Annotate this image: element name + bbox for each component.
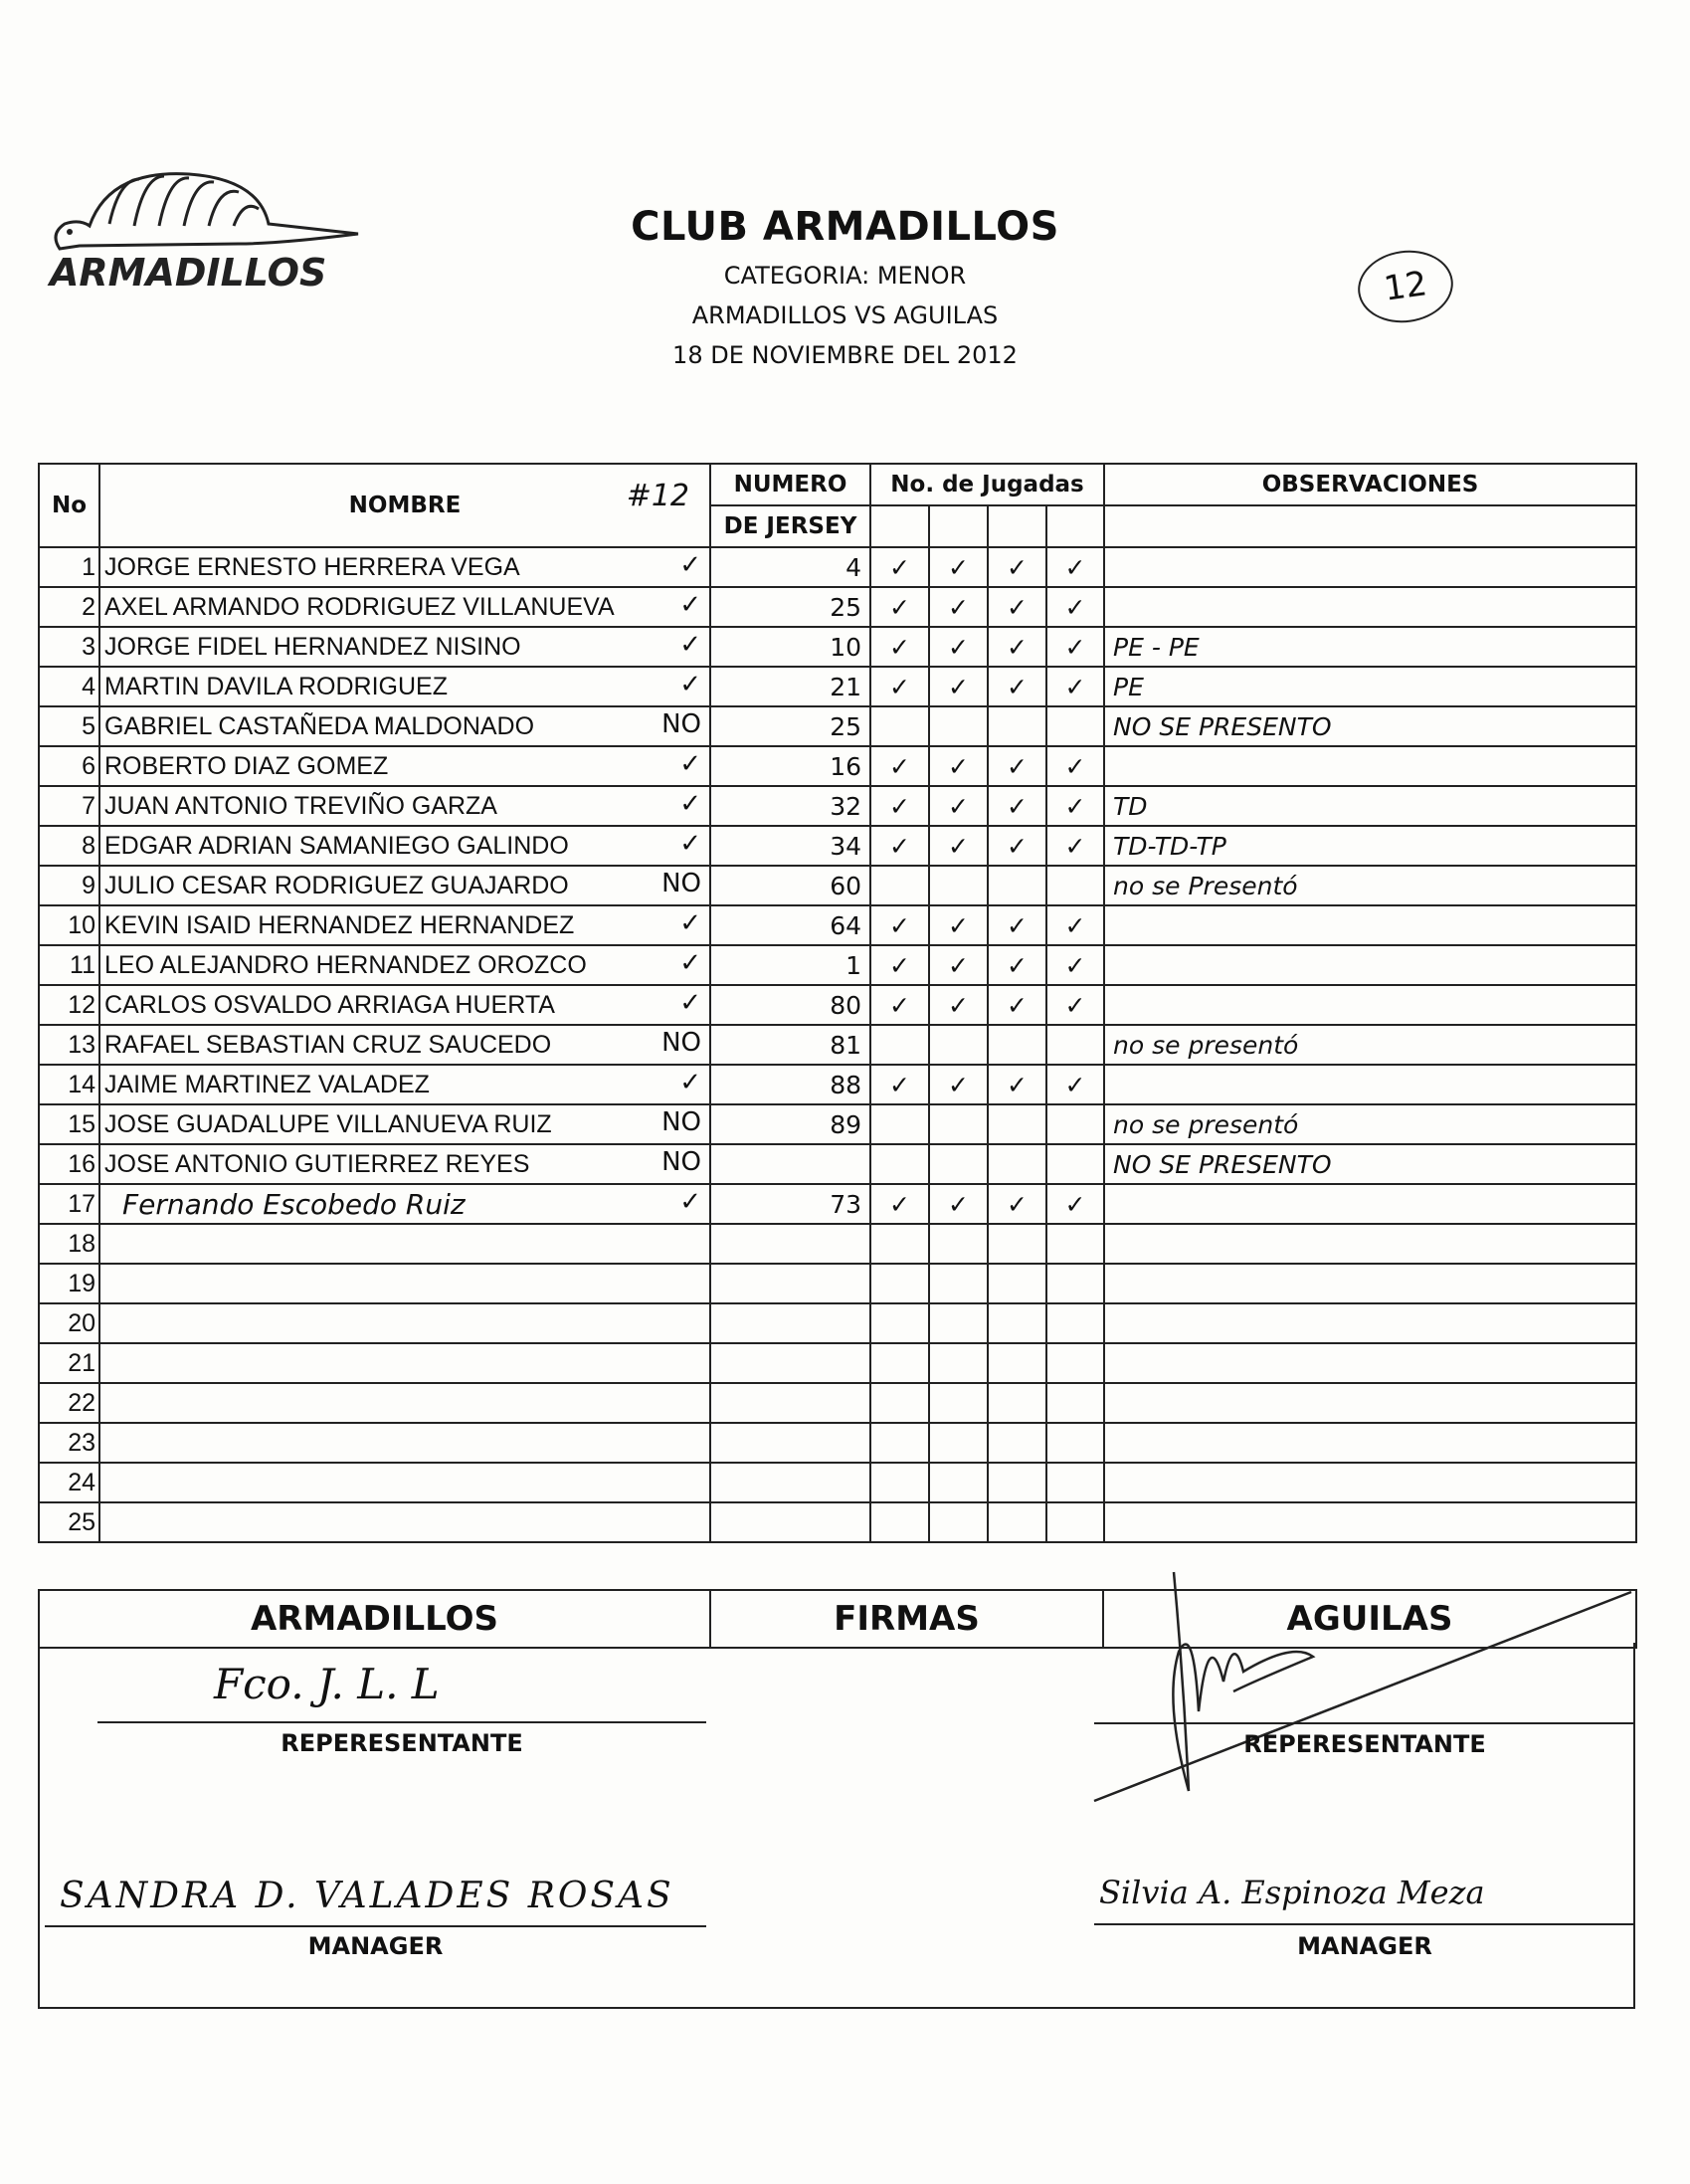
table-row — [39, 826, 1636, 866]
play-check: ✓ — [870, 587, 929, 627]
play-check — [870, 866, 929, 905]
play-check — [870, 1423, 929, 1463]
table-row — [39, 1144, 1636, 1184]
play-check — [929, 1224, 988, 1264]
play-check: ✓ — [988, 905, 1046, 945]
observation: NO SE PRESENTO — [1104, 1144, 1636, 1184]
observation: PE - PE — [1104, 627, 1636, 667]
play-check — [929, 1264, 988, 1303]
play-check — [1046, 1264, 1104, 1303]
play-check — [1046, 1224, 1104, 1264]
play-check: ✓ — [988, 786, 1046, 826]
player-name — [99, 1264, 710, 1303]
play-check — [870, 1502, 929, 1542]
player-name-text: JOSE ANTONIO GUTIERREZ REYES — [104, 1149, 530, 1178]
play-check — [870, 1025, 929, 1065]
row-number: 15 — [39, 1104, 99, 1144]
play-check — [1046, 1463, 1104, 1502]
observation: TD — [1104, 786, 1636, 826]
player-name-text: JORGE ERNESTO HERRERA VEGA — [104, 552, 520, 581]
play-check — [1046, 706, 1104, 746]
play-check: ✓ — [988, 587, 1046, 627]
jersey-number: 16 — [710, 746, 870, 786]
play-check: ✓ — [988, 547, 1046, 587]
header-jersey-top: NUMERO — [710, 464, 870, 505]
left-rep-label: REPERESENTANTE — [281, 1729, 523, 1757]
row-number: 14 — [39, 1065, 99, 1104]
play-check: ✓ — [988, 1184, 1046, 1224]
jersey-number — [710, 1383, 870, 1423]
player-name-text: LEO ALEJANDRO HERNANDEZ OROZCO — [104, 950, 587, 979]
attendance-mark: NO — [661, 1147, 701, 1177]
player-name — [99, 826, 710, 866]
jersey-number: 89 — [710, 1104, 870, 1144]
left-rep-signature: Fco. J. L. L — [214, 1660, 440, 1708]
observation — [1104, 1065, 1636, 1104]
play-check: ✓ — [929, 547, 988, 587]
observation: NO SE PRESENTO — [1104, 706, 1636, 746]
player-name-text: CARLOS OSVALDO ARRIAGA HUERTA — [104, 990, 555, 1019]
play-check: ✓ — [1046, 985, 1104, 1025]
roster-table — [38, 463, 1637, 1543]
row-number: 20 — [39, 1303, 99, 1343]
table-row — [39, 1383, 1636, 1423]
header-observations: OBSERVACIONES — [1104, 464, 1636, 505]
date-line: 18 DE NOVIEMBRE DEL 2012 — [672, 341, 1018, 369]
play-check: ✓ — [929, 1065, 988, 1104]
roster-body — [39, 547, 1636, 1542]
play-check: ✓ — [870, 985, 929, 1025]
observation: no se presentó — [1104, 1025, 1636, 1065]
right-rep-line — [1094, 1722, 1635, 1724]
jersey-number: 81 — [710, 1025, 870, 1065]
table-row — [39, 905, 1636, 945]
play-check — [929, 1343, 988, 1383]
play-check — [988, 1423, 1046, 1463]
jersey-number — [710, 1423, 870, 1463]
header-plays-2 — [929, 505, 988, 547]
play-check: ✓ — [988, 746, 1046, 786]
jersey-number — [710, 1144, 870, 1184]
player-name — [99, 945, 710, 985]
player-name — [99, 746, 710, 786]
play-check: ✓ — [929, 985, 988, 1025]
row-number: 21 — [39, 1343, 99, 1383]
play-check: ✓ — [1046, 1184, 1104, 1224]
play-check — [929, 1502, 988, 1542]
row-number: 19 — [39, 1264, 99, 1303]
play-check — [929, 1463, 988, 1502]
row-number: 17 — [39, 1184, 99, 1224]
play-check: ✓ — [1046, 547, 1104, 587]
observation — [1104, 1184, 1636, 1224]
attendance-mark: ✓ — [679, 948, 701, 978]
right-rep-signature — [1074, 1562, 1651, 1831]
jersey-number: 73 — [710, 1184, 870, 1224]
header-plays: No. de Jugadas — [870, 464, 1104, 505]
play-check: ✓ — [988, 627, 1046, 667]
jersey-number: 1 — [710, 945, 870, 985]
play-check — [1046, 1104, 1104, 1144]
player-name — [99, 1224, 710, 1264]
play-check — [929, 1104, 988, 1144]
player-name — [99, 866, 710, 905]
play-check — [1046, 1343, 1104, 1383]
table-row — [39, 627, 1636, 667]
player-name — [99, 1065, 710, 1104]
attendance-mark: ✓ — [679, 670, 701, 699]
play-check — [870, 1383, 929, 1423]
player-name-text: JORGE FIDEL HERNANDEZ NISINO — [104, 632, 521, 661]
table-row — [39, 786, 1636, 826]
player-name-text: AXEL ARMANDO RODRIGUEZ VILLANUEVA — [104, 592, 615, 621]
play-check: ✓ — [929, 786, 988, 826]
play-check: ✓ — [988, 985, 1046, 1025]
observation — [1104, 1343, 1636, 1383]
observation — [1104, 1463, 1636, 1502]
club-title: CLUB ARMADILLOS — [631, 204, 1059, 250]
play-check — [988, 1144, 1046, 1184]
player-name — [99, 667, 710, 706]
play-check: ✓ — [988, 667, 1046, 706]
play-check — [929, 1144, 988, 1184]
player-name-text: KEVIN ISAID HERNANDEZ HERNANDEZ — [104, 910, 575, 939]
row-number: 16 — [39, 1144, 99, 1184]
table-row — [39, 1303, 1636, 1343]
attendance-mark: NO — [661, 869, 701, 898]
player-name — [99, 1144, 710, 1184]
row-number: 22 — [39, 1383, 99, 1423]
play-check — [929, 706, 988, 746]
play-check: ✓ — [1046, 786, 1104, 826]
table-row — [39, 1423, 1636, 1463]
header-name-label: NOMBRE — [348, 493, 462, 518]
observation: TD-TD-TP — [1104, 826, 1636, 866]
observation — [1104, 1502, 1636, 1542]
play-check: ✓ — [870, 905, 929, 945]
signature-header-left: ARMADILLOS — [39, 1590, 710, 1648]
play-check — [988, 1383, 1046, 1423]
play-check — [870, 1343, 929, 1383]
attendance-mark: NO — [661, 1107, 701, 1137]
player-name — [99, 1184, 710, 1224]
play-check: ✓ — [929, 826, 988, 866]
attendance-mark: ✓ — [679, 789, 701, 819]
play-check — [870, 1224, 929, 1264]
table-row — [39, 1104, 1636, 1144]
player-name-text: JULIO CESAR RODRIGUEZ GUAJARDO — [104, 871, 569, 899]
observation — [1104, 945, 1636, 985]
jersey-number: 25 — [710, 587, 870, 627]
player-name-text: EDGAR ADRIAN SAMANIEGO GALINDO — [104, 831, 569, 860]
header-jersey-bottom: DE JERSEY — [710, 505, 870, 547]
jersey-number — [710, 1303, 870, 1343]
play-check — [870, 1463, 929, 1502]
play-check: ✓ — [870, 1184, 929, 1224]
play-check — [1046, 1303, 1104, 1343]
player-name-text: MARTIN DAVILA RODRIGUEZ — [104, 672, 448, 700]
play-check — [1046, 1383, 1104, 1423]
player-name — [99, 1303, 710, 1343]
observation — [1104, 587, 1636, 627]
player-name-text: JAIME MARTINEZ VALADEZ — [104, 1070, 430, 1098]
player-name — [99, 1383, 710, 1423]
play-check: ✓ — [988, 1065, 1046, 1104]
play-check — [929, 1383, 988, 1423]
table-row — [39, 547, 1636, 587]
play-check — [870, 1144, 929, 1184]
row-number: 18 — [39, 1224, 99, 1264]
row-number: 1 — [39, 547, 99, 587]
play-check: ✓ — [929, 627, 988, 667]
attendance-mark: NO — [661, 1028, 701, 1058]
play-check — [929, 1423, 988, 1463]
right-manager-signature: Silvia A. Espinoza Meza — [1099, 1874, 1485, 1911]
jersey-number: 10 — [710, 627, 870, 667]
player-name — [99, 1423, 710, 1463]
play-check: ✓ — [1046, 945, 1104, 985]
play-check — [929, 1303, 988, 1343]
player-name — [99, 587, 710, 627]
row-number: 2 — [39, 587, 99, 627]
play-check — [1046, 1423, 1104, 1463]
jersey-number: 21 — [710, 667, 870, 706]
header-plays-4 — [1046, 505, 1104, 547]
jersey-number: 32 — [710, 786, 870, 826]
table-row — [39, 706, 1636, 746]
player-name — [99, 706, 710, 746]
table-row — [39, 1025, 1636, 1065]
jersey-number — [710, 1343, 870, 1383]
player-name — [99, 1502, 710, 1542]
play-check: ✓ — [870, 945, 929, 985]
play-check — [988, 1264, 1046, 1303]
play-check: ✓ — [1046, 627, 1104, 667]
player-name-text: JUAN ANTONIO TREVIÑO GARZA — [104, 791, 497, 820]
row-number: 23 — [39, 1423, 99, 1463]
play-check — [1046, 1502, 1104, 1542]
jersey-number: 80 — [710, 985, 870, 1025]
player-name-text: GABRIEL CASTAÑEDA MALDONADO — [104, 711, 535, 740]
play-check — [1046, 1144, 1104, 1184]
play-check: ✓ — [929, 667, 988, 706]
row-number: 11 — [39, 945, 99, 985]
signature-header-right: AGUILAS — [1103, 1590, 1636, 1648]
attendance-mark: ✓ — [679, 1068, 701, 1097]
observation — [1104, 547, 1636, 587]
header-name — [99, 464, 710, 547]
play-check — [988, 866, 1046, 905]
circled-number: 12 — [1353, 245, 1457, 329]
matchup-line: ARMADILLOS VS AGUILAS — [691, 301, 999, 329]
player-name — [99, 1104, 710, 1144]
jersey-number — [710, 1264, 870, 1303]
attendance-mark: ✓ — [679, 1187, 701, 1217]
row-number: 25 — [39, 1502, 99, 1542]
row-number: 4 — [39, 667, 99, 706]
play-check: ✓ — [929, 1184, 988, 1224]
play-check — [988, 1502, 1046, 1542]
observation — [1104, 985, 1636, 1025]
play-check: ✓ — [870, 667, 929, 706]
signature-header-center: FIRMAS — [710, 1590, 1103, 1648]
jersey-number: 25 — [710, 706, 870, 746]
player-name — [99, 1463, 710, 1502]
player-name-text: JOSE GUADALUPE VILLANUEVA RUIZ — [104, 1109, 552, 1138]
play-check — [988, 1025, 1046, 1065]
row-number: 9 — [39, 866, 99, 905]
table-row — [39, 1264, 1636, 1303]
right-manager-line — [1094, 1923, 1635, 1925]
header-name-note: #12 — [626, 479, 689, 513]
play-check: ✓ — [870, 1065, 929, 1104]
category-line: CATEGORIA: MENOR — [723, 262, 967, 290]
play-check — [988, 1303, 1046, 1343]
table-row — [39, 866, 1636, 905]
observation: no se presentó — [1104, 1104, 1636, 1144]
observation — [1104, 1264, 1636, 1303]
right-rep-label: REPERESENTANTE — [1243, 1730, 1486, 1758]
table-row — [39, 1502, 1636, 1542]
attendance-mark: ✓ — [679, 590, 701, 620]
observation — [1104, 1224, 1636, 1264]
jersey-number — [710, 1502, 870, 1542]
row-number: 24 — [39, 1463, 99, 1502]
row-number: 7 — [39, 786, 99, 826]
player-name — [99, 905, 710, 945]
play-check — [929, 866, 988, 905]
left-manager-signature: SANDRA D. VALADES ROSAS — [60, 1876, 674, 1916]
play-check: ✓ — [929, 746, 988, 786]
play-check: ✓ — [1046, 746, 1104, 786]
table-row — [39, 746, 1636, 786]
row-number: 8 — [39, 826, 99, 866]
row-number: 5 — [39, 706, 99, 746]
row-number: 3 — [39, 627, 99, 667]
table-row — [39, 1463, 1636, 1502]
table-row — [39, 1224, 1636, 1264]
play-check: ✓ — [929, 945, 988, 985]
play-check: ✓ — [1046, 826, 1104, 866]
left-manager-line — [45, 1925, 706, 1927]
play-check: ✓ — [870, 627, 929, 667]
table-row — [39, 667, 1636, 706]
attendance-mark: ✓ — [679, 829, 701, 859]
play-check: ✓ — [870, 547, 929, 587]
play-check — [988, 1343, 1046, 1383]
jersey-number — [710, 1463, 870, 1502]
jersey-number — [710, 1224, 870, 1264]
player-name-text: Fernando Escobedo Ruiz — [122, 1187, 466, 1221]
player-name — [99, 547, 710, 587]
left-manager-label: MANAGER — [307, 1932, 444, 1960]
play-check — [1046, 1025, 1104, 1065]
table-row — [39, 945, 1636, 985]
attendance-mark: ✓ — [679, 550, 701, 580]
observation — [1104, 1383, 1636, 1423]
play-check — [870, 1303, 929, 1343]
play-check: ✓ — [929, 587, 988, 627]
observation: PE — [1104, 667, 1636, 706]
header-plays-3 — [988, 505, 1046, 547]
play-check: ✓ — [1046, 905, 1104, 945]
observation — [1104, 1423, 1636, 1463]
attendance-mark: ✓ — [679, 630, 701, 660]
play-check — [929, 1025, 988, 1065]
table-row — [39, 1065, 1636, 1104]
attendance-mark: ✓ — [679, 749, 701, 779]
row-number: 12 — [39, 985, 99, 1025]
player-name — [99, 985, 710, 1025]
attendance-mark: NO — [661, 709, 701, 739]
jersey-number: 4 — [710, 547, 870, 587]
player-name — [99, 627, 710, 667]
play-check: ✓ — [1046, 667, 1104, 706]
player-name-text: ROBERTO DIAZ GOMEZ — [104, 751, 389, 780]
jersey-number: 60 — [710, 866, 870, 905]
header-plays-1 — [870, 505, 929, 547]
jersey-number: 34 — [710, 826, 870, 866]
play-check: ✓ — [870, 826, 929, 866]
play-check: ✓ — [988, 826, 1046, 866]
attendance-mark: ✓ — [679, 908, 701, 938]
jersey-number: 88 — [710, 1065, 870, 1104]
play-check: ✓ — [929, 905, 988, 945]
play-check: ✓ — [1046, 587, 1104, 627]
attendance-mark: ✓ — [679, 988, 701, 1018]
header-no: No — [39, 464, 99, 547]
play-check — [1046, 866, 1104, 905]
play-check: ✓ — [988, 945, 1046, 985]
left-rep-line — [97, 1721, 706, 1723]
table-row — [39, 1184, 1636, 1224]
player-name-text: RAFAEL SEBASTIAN CRUZ SAUCEDO — [104, 1030, 552, 1059]
observation: no se Presentó — [1104, 866, 1636, 905]
table-row — [39, 587, 1636, 627]
observation — [1104, 746, 1636, 786]
logo-text: ARMADILLOS — [50, 251, 327, 294]
play-check — [870, 706, 929, 746]
observation — [1104, 1303, 1636, 1343]
jersey-number: 64 — [710, 905, 870, 945]
play-check: ✓ — [870, 786, 929, 826]
play-check: ✓ — [870, 746, 929, 786]
observation — [1104, 905, 1636, 945]
row-number: 6 — [39, 746, 99, 786]
play-check — [988, 1104, 1046, 1144]
player-name — [99, 1343, 710, 1383]
right-manager-label: MANAGER — [1297, 1932, 1432, 1960]
row-number: 10 — [39, 905, 99, 945]
row-number: 13 — [39, 1025, 99, 1065]
player-name — [99, 786, 710, 826]
table-row — [39, 985, 1636, 1025]
play-check — [870, 1104, 929, 1144]
play-check — [988, 1463, 1046, 1502]
player-name — [99, 1025, 710, 1065]
play-check: ✓ — [1046, 1065, 1104, 1104]
header-observations-blank — [1104, 505, 1636, 547]
play-check — [870, 1264, 929, 1303]
play-check — [988, 1224, 1046, 1264]
table-row — [39, 1343, 1636, 1383]
play-check — [988, 706, 1046, 746]
